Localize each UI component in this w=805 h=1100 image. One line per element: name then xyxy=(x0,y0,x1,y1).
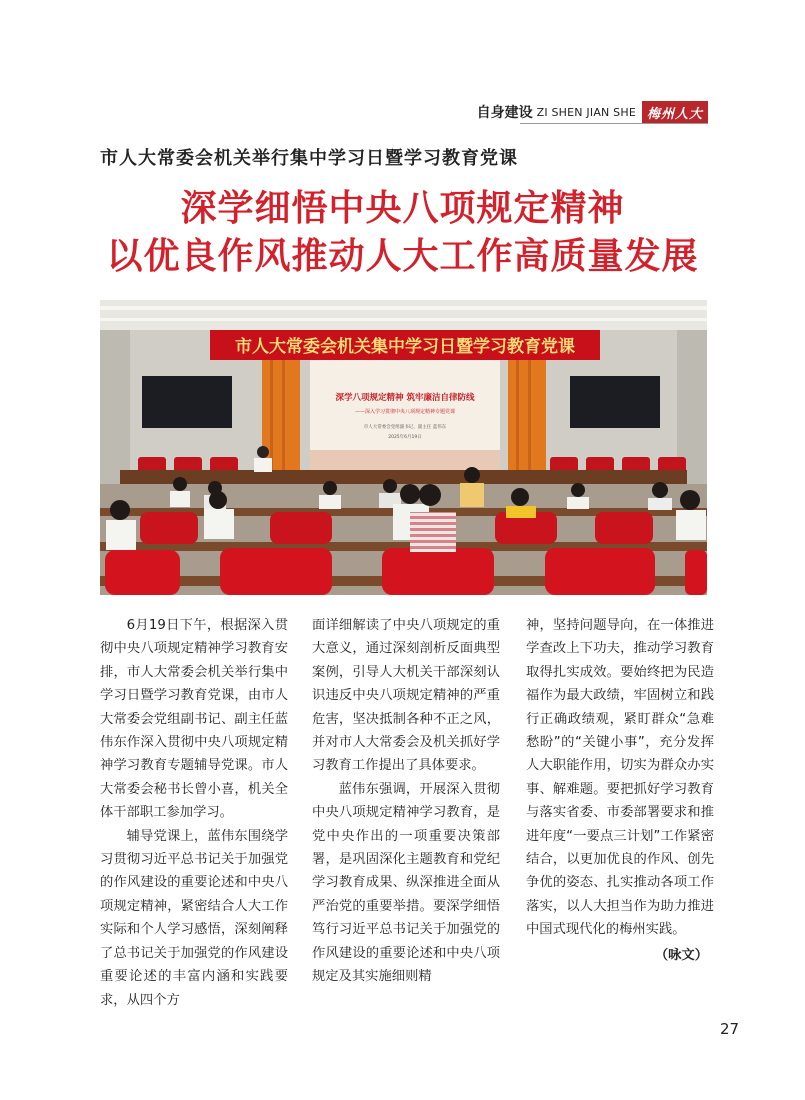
text-column-2 xyxy=(312,614,500,989)
author-signature: （咏文） xyxy=(654,947,708,963)
section-name: 自身建设 xyxy=(476,105,533,121)
photo-banner-text: 市人大常委会机关集中学习日暨学习教育党课 xyxy=(235,337,575,357)
screen-title: 深学八项规定精神 筑牢廉洁自律防线 xyxy=(335,393,475,403)
paragraph: 面详细解读了中央八项规定的重大意义，通过深刻剖析反面典型案例，引导人大机关干部深刻认识违反中央八项规定精神的严重危害，坚决抵制各种不正之风，并对市人大常委会及机关抓好学习教育工作提出了具体要求。 xyxy=(312,618,500,774)
header-rule xyxy=(520,123,708,124)
screen-subtitle: ——深入学习贯彻中央八项规定精神专题党课 xyxy=(354,409,456,415)
magazine-logo: 梅州人大 xyxy=(642,101,708,124)
running-header xyxy=(477,101,708,123)
paragraph: 辅导党课上，蓝伟东围绕学习贯彻习近平总书记关于加强党的作风建设的重要论述和中央八项规定精神，紧密结合人大工作实际和个人学习感悟，深刻阐释了总书记关于加强党的作风建设重要论述的丰富内涵和实践要求，从四个方 xyxy=(100,828,288,1008)
meeting-photo xyxy=(100,300,707,595)
paragraph: 6月19日下午，根据深入贯彻中央八项规定精神学习教育安排，市人大常委会机关举行集中学习日暨学习教育党课，由市人大常委会党组副书记、副主任蓝伟东作深入贯彻中央八项规定精神学习教育专题辅导党课。市人大常委会秘书长曾小喜，机关全体干部职工参加学习。 xyxy=(100,618,288,821)
text-column-1 xyxy=(100,614,288,1012)
page-number: 27 xyxy=(720,1020,740,1038)
paragraph: 神，坚持问题导向，在一体推进学查改上下功夫，推动学习教育取得扎实成效。要始终把为民造福作为最大政绩，牢固树立和践行正确政绩观，紧盯群众“急难愁盼”的“关键小事”，充分发挥人大职能作用，切实为群众办实事、解难题。要把抓好学习教育与落实省委、市委部署要求和推进年度“一要点三计划”工作紧密结合，以更加优良的作风、创先争优的姿态、扎实推动各项工作落实，以人大担当作为助力推进中国式现代化的梅州实践。 xyxy=(526,618,714,938)
text-column-3 xyxy=(526,614,714,967)
paragraph: 蓝伟东强调，开展深入贯彻中央八项规定精神学习教育，是党中央作出的一项重要决策部署，是巩固深化主题教育和党纪学习教育成果、纵深推进全面从严治党的重要举措。要深学细悟笃行习近平总书记关于加强党的作风建设的重要论述和中央八项规定及其实施细则精 xyxy=(312,781,500,985)
article-title-line1: 深学细悟中央八项规定精神 xyxy=(180,187,625,229)
article-subtitle: 市人大常委会机关举行集中学习日暨学习教育党课 xyxy=(100,148,518,169)
left-tv xyxy=(142,376,232,428)
screen-speaker: 市人大常委会党组副书记、副主任 蓝伟东 xyxy=(363,425,447,430)
section-pinyin: ZI SHEN JIAN SHE xyxy=(536,105,636,119)
right-tv xyxy=(570,376,660,428)
article-title-line2: 以优良作风推动人大工作高质量发展 xyxy=(106,235,699,277)
screen-date: 2025年6月19日 xyxy=(388,435,422,440)
